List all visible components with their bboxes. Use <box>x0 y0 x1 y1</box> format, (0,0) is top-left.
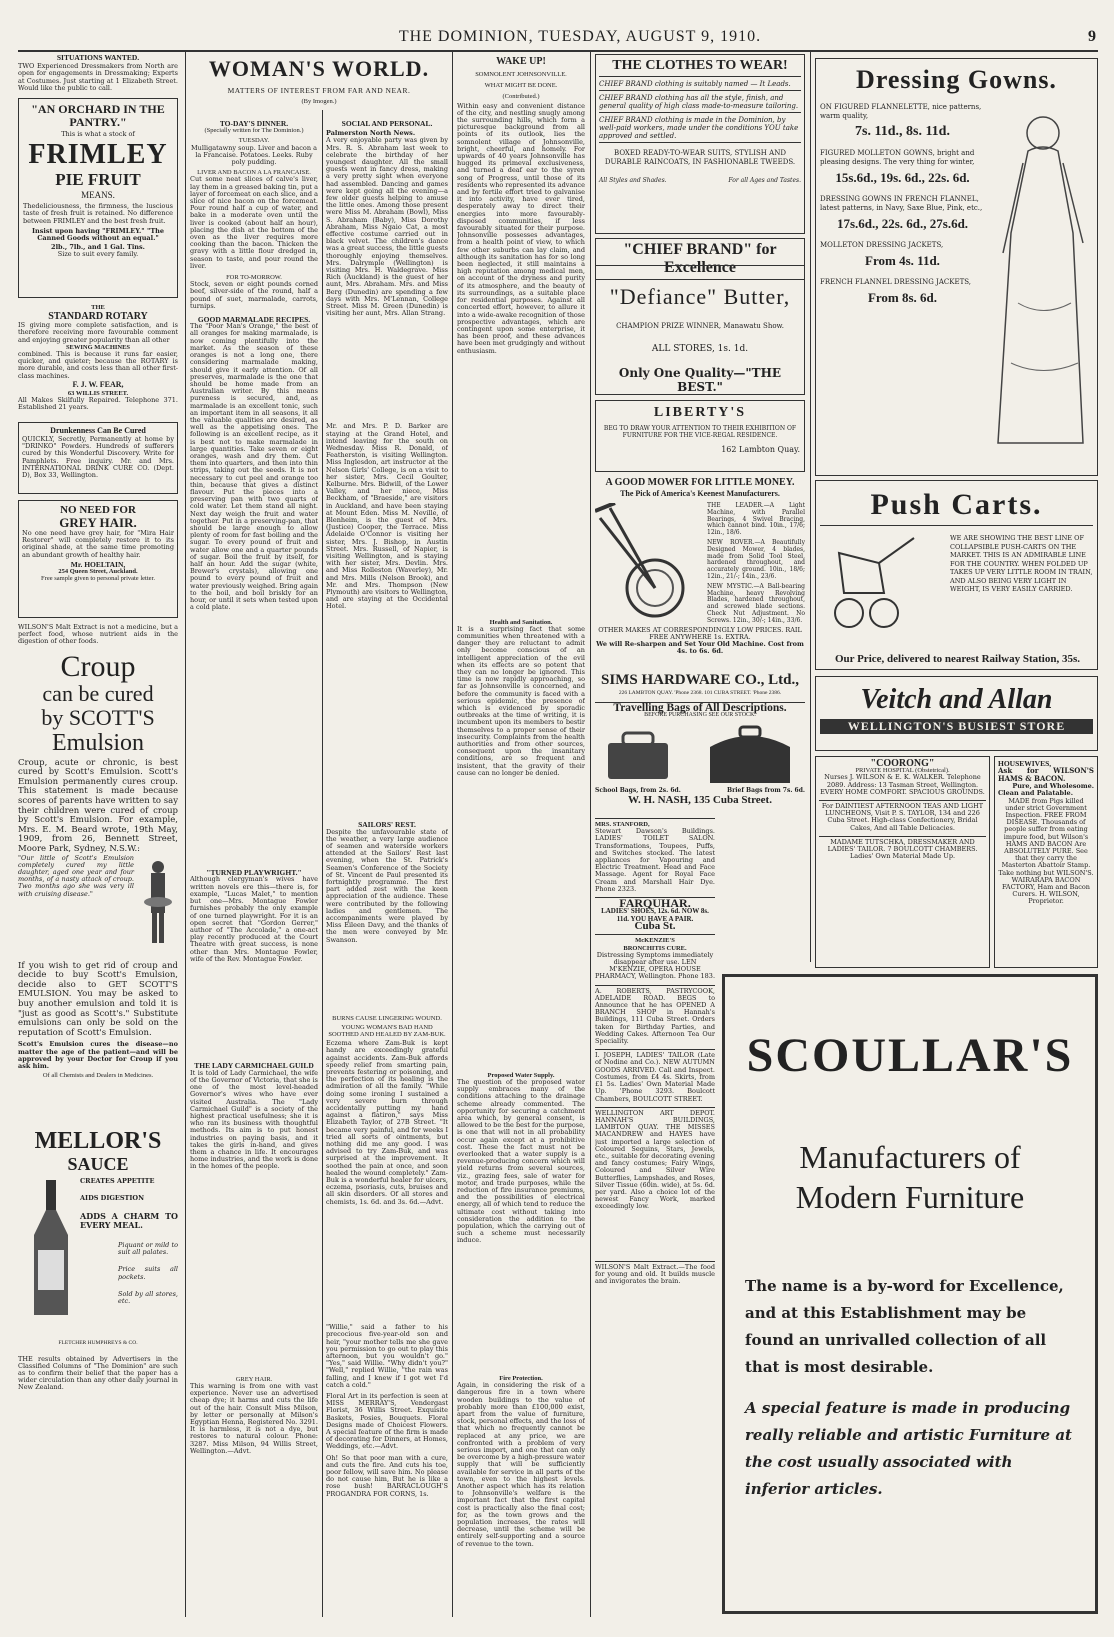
page-number: 9 <box>1088 28 1096 45</box>
willie-text: "Willie," said a father to his precocious five-year-old son and heir, "your mother tells me she gave you permission to go out to play this afternoon, but you wouldn't go." "Yes," said Willie. "Why didn't you?" "Well," replied Willie, "the rain was falling, and I knew if I got wet I'd catch a cold." <box>326 1323 448 1389</box>
housewives-left: Clean and Palatable. <box>998 789 1073 798</box>
frimley-quote: "AN ORCHARD IN THE PANTRY." <box>31 102 165 130</box>
sauce-bottle-illustration <box>26 1180 76 1320</box>
frimley-ad <box>18 98 178 298</box>
womans-world-subtitle: MATTERS OF INTEREST FROM FAR AND NEAR. <box>227 86 411 95</box>
coorong-text: Nurses J. WILSON & E. K. WALKER. Telephone 2089. Address: 13 Tasman Street, Wellington. EVERY HOME COMFORT. SPACIOUS GROUNDS. <box>820 773 985 796</box>
farquhar-address: Cuba St. <box>634 920 676 933</box>
bags-heading: Travelling Bags of All Descriptions. <box>613 702 787 714</box>
menu-text: Mulligatawny soup. Liver and bacon a la Francaise. Potatoes. Leeks. Ruby poly pudding. <box>191 143 317 167</box>
contributed-label: (Contributed.) <box>502 93 540 101</box>
wake-sub-2: WHAT MIGHT BE DONE. <box>484 82 558 90</box>
greyhair-heading-1: NO NEED FOR <box>60 504 136 517</box>
tomorrow-text: Stock, seven or eight pounds corned beef, silver-side of the round, half a pound of suet, marmalade, carrots, turnips. <box>190 280 318 310</box>
column-rule <box>452 52 453 1617</box>
frimley-insist: Insist upon having "FRIMLEY." "The Canned Goods without an equal." <box>31 226 165 243</box>
bags-right: Brief Bags from 7s. 6d. <box>727 787 805 794</box>
scotts-footer: Scott's Emulsion cures the disease—no matter the age of the patient—and will be approved by your Doctor for Croup if you ask him. <box>18 1040 178 1070</box>
tomorrow-heading: FOR TO-MORROW. <box>226 274 282 282</box>
coorong-sub: PRIVATE HOSPITAL (Obstetrical). <box>855 767 950 775</box>
french-jackets-text: FRENCH FLANNEL DRESSING JACKETS, <box>820 278 972 286</box>
woman-in-gown-illustration <box>983 103 1093 463</box>
womans-world-title: WOMAN'S WORLD. <box>208 56 430 81</box>
playwright-text: Although clergyman's wives have written novels ere this—there is, for example, "Lucas Malet," to mention but one—Mrs. Montague Fowler furnishes probably the only example of one turned playwright. For it is an open secret that "Gordon Gerrer," author of "The Accolade," a one-act play recently produced at the Court Theatre with great success, is none other than Mrs. Montague Fowler, wife of the Rev. Montague Fowler. <box>190 876 318 963</box>
nash-name: W. H. NASH, 135 Cuba Street. <box>628 794 772 806</box>
greyhair-footer: Free sample given to personal private letter. <box>41 575 155 583</box>
coorong-name: "COORONG" <box>870 758 935 769</box>
farquhar-name: FARQUHAR. <box>595 897 715 907</box>
marmalade-heading: GOOD MARMALADE RECIPES. <box>197 315 311 325</box>
fire-text: Again, in considering the risk of a dangerous fire in a town where wooden buildings to the value of probably more than £100,000 exist, apart from the value of furniture, stock, personal effects, and the loss of that which no frequently cannot be replaced at any price, we are confronted with a problem of very serious import, and one that can only be overcome by a high-pressure water supply that will be sufficiently available for service in all parts of the town, even to the highest levels. Another aspect which has its relation to Johnsonville's welfare is the important fact that the first capital cost is practically also the final cost; for, as the town grows and the population increases, the rates will decrease, until the scheme will be entirely self-supporting and a source of revenue to the town. <box>457 1381 585 1548</box>
mellors-side: Piquant or mild to suit all palates. <box>118 1241 178 1257</box>
malt-text: WILSON'S Malt Extract is not a medicine, but a perfect food, whose nutrient aids in the digestion of other foods. <box>18 623 178 646</box>
dressing-heading: Dressing Gowns. <box>856 65 1057 94</box>
mckenzie-sub: BRONCHITIS CURE. <box>623 944 687 952</box>
social-heading: SOCIAL AND PERSONAL. <box>341 119 433 128</box>
womans-world-byline: (By Imogen.) <box>301 98 337 105</box>
clothes-line-4: BOXED READY-TO-WEAR SUITS, STYLISH AND DURABLE RAINCOATS, IN FASHIONABLE TWEEDS. <box>604 149 796 166</box>
situations-heading: SITUATIONS WANTED. <box>56 54 140 62</box>
dressing-gowns-ad <box>815 58 1098 476</box>
defiance-stores: ALL STORES, 1s. 1d. <box>651 344 749 354</box>
scoullar-text-2: A special feature is made in producing really reliable and artistic Furniture at the cost usually associated with inferior articles. <box>745 1399 1072 1498</box>
coorong-block <box>815 756 990 968</box>
rotary-body2: combined. This is because it runs far easier, quicker, and quieter; because the ROTARY is more durable, and costs less than all other first-class machines. <box>18 350 178 380</box>
pushcarts-price: Our Price, delivered to nearest Railway Station, 35s. <box>834 653 1081 665</box>
defiance-butter-ad <box>595 265 805 395</box>
greyhair-body: No one need have grey hair, for "Mira Hair Restorer" will completely restore it to its original shade, at the same time promoting an abundant growth of healthy hair. <box>22 529 174 559</box>
veitch-sub: WELLINGTON'S BUSIEST STORE <box>820 719 1093 734</box>
wake-text: Within easy and convenient distance of the city, and nestling snugly among the surrounding hills, which form a picturesque background from all points of its outlook, lies the somnolent village of Johnsonville, bright, cheerful, and homely. For upwards of 40 years Johnsonville has hugged its primeval exclusiveness, and turned a deaf ear to the syren song of Progress, until those of its residents who represented its advance and by fertile effort tried to galvanise it into activity, have ever tired, desperately away to direct their energies into more favourably-disposed communities, if less favourably situated for their purpose. Johnsonville possesses advantages, from a health point of view, to which few other suburbs can lay claim, and although its sanitation has for so long been neglected, it still maintains a high reputation among medical men, on account of the dryness and purity of its atmosphere, and the beauty of its surroundings, as a suitable place for residential purposes. Against all concerted effort, however, to allure it into a wide-awake recognition of those prospective advantages, which are contingent upon some enterprise, it has been proof, and these advances have been met grudgingly and without enthusiasm. <box>457 102 585 355</box>
wake-heading: WAKE UP! <box>496 56 546 67</box>
frimley-body: Thedeliciousness, the firmness, the luscious taste of fresh fruit is retained. No difference between FRIMLEY and the best fresh fruit. <box>23 202 173 225</box>
mower-1: THE LEADER.—A Light Machine, with Parallel Bearings, 4 Swivel Bracing, which cannot bind. 10in., 17/6; 12in., 18/6. <box>707 502 805 537</box>
lawn-mower-illustration <box>595 503 705 623</box>
greyhair-address: 254 Queen Street, Auckland. <box>58 568 138 576</box>
rotary-sub: SEWING MACHINES <box>65 343 131 351</box>
masthead-title: THE DOMINION, TUESDAY, AUGUST 9, 1910. <box>398 28 762 45</box>
liver-heading: LIVER AND BACON A LA FRANCAISE. <box>197 169 311 177</box>
water-heading: Proposed Water Supply. <box>487 1071 555 1079</box>
mellors-line-1: CREATES APPETITE <box>80 1176 155 1185</box>
sims-name: SIMS HARDWARE CO., Ltd., <box>601 672 799 688</box>
burns-heading: BURNS CAUSE LINGERING WOUND. <box>332 1014 442 1022</box>
jackets-text: MOLLETON DRESSING JACKETS, <box>820 241 944 249</box>
mower-other: OTHER MAKES AT CORRESPONDINGLY LOW PRICES. RAIL FREE ANYWHERE 1s. EXTRA. <box>598 625 802 641</box>
advertisers-text: THE results obtained by Advertisers in the Classified Columns of "The Dominion" are such as to confirm their belief that the paper has a wider circulation than any other daily journal in New Zealand. <box>18 1354 178 1392</box>
scotts-line-4: Emulsion <box>51 729 144 756</box>
scoullar-sub-2: Modern Furniture <box>795 1179 1025 1215</box>
drunkenness-heading: Drunkenness Can Be Cured <box>50 426 146 436</box>
dinner-byline: (Specially written for The Dominion.) <box>204 127 304 135</box>
clothes-right: For all Ages and Tastes. <box>728 177 801 184</box>
situations-text: TWO Experienced Dressmakers from North are open for engagements in Dressmaking; Experts at Costumes. Just starting at 1 Elizabeth Street. Would like the public to call. <box>18 62 178 92</box>
french-text: DRESSING GOWNS IN FRENCH FLANNEL, latest patterns, in Navy, Saxe Blue, Pink, etc., <box>820 195 983 212</box>
veitch-name: Veitch and Allan <box>860 684 1053 715</box>
clothes-heading: THE CLOTHES TO WEAR! <box>599 58 801 77</box>
column-4-lower <box>595 818 715 1618</box>
molleton-text: FIGURED MOLLETON GOWNS, bright and pleasing designs. The very thing for winter, <box>820 149 975 166</box>
push-cart-illustration <box>824 533 924 633</box>
french-jackets-price: From 8s. 6d. <box>867 290 938 305</box>
masthead-rule <box>18 50 1098 52</box>
mellors-sold: Sold by all stores, etc. <box>118 1289 178 1306</box>
greyhair-ad <box>18 500 178 618</box>
scoullar-sub-1: Manufacturers of <box>799 1139 1021 1175</box>
defiance-prize: CHAMPION PRIZE WINNER, Manawatu Show. <box>616 322 784 330</box>
frimley-brand: FRIMLEY <box>28 139 168 171</box>
wake-sub: SOMNOLENT JOHNSONVILLE. <box>475 71 567 78</box>
drunkenness-ad <box>18 422 178 494</box>
column-2b <box>326 110 448 1617</box>
scotts-body: Croup, acute or chronic, is best cured by Scott's Emulsion. Scott's Emulsion permanently cures croup. This statement is made because scores of parents have written to say their children were cured of croup by Scott's Emulsion. For example, Mrs. E. M. Beard wrote, 19th May, 1909, from 26, Bennett Street, Moore Park, Sydney, N.S.W.: <box>18 757 178 854</box>
art-depot-text: WELLINGTON ART DEPOT. HANNAH'S BUILDINGS, LAMBTON QUAY. THE MISSES MACANDREW and HAYES have just imported a large selection of Coloured Sequins, Stars, Jewels, etc., suitable for decorating evening and fancy costumes; Fairy Wings, Coloured and Silver Wire Butterflies, Lampshades, and Roses, Silver Tissue (60in. wide), at 5s. 6d. per yard. Also a choice lot of the newest Fancy Work, marked exceedingly low. <box>595 1107 715 1257</box>
water-text: The question of the proposed water supply embraces many of the conditions attaching to the drainage scheme already commented. The opportunity for securing a catchment area which, by general consent, is allowed to be the best for the purpose, is one that will not in all probability occur again except at a prohibitive cost. These the fact must not be overlooked that a water supply is a revenue-producing concern which will yield returns from several sources, viz., grazing fees, sale of water for motor, and trade purposes, while the reduction of fire insurance premiums, and the possibilities of electrical energy, all of which tend to reduce the ultimate cost without taking into consideration the addition to the population, which the carrying out of such a scheme must necessarily induce. <box>457 1079 585 1245</box>
housewives-block <box>994 756 1098 968</box>
flannelette-price: 7s. 11d., 8s. 11d. <box>855 124 950 139</box>
housewives-text: MADE from Pigs killed under strict Government Inspection. FREE FROM DISEASE. Thousands of people suffer from eating impure food, but Wilson's HAMS AND BACON Are ABSOLUTELY PURE. See that they carry the Masterton Abattoir Stamp. Take nothing but WILSON'S. WAIRARAPA BACON FACTORY, Ham and Bacon Curers. H. WILSON, Proprietor. <box>998 796 1094 906</box>
frimley-prices: 2lb., 7lb., and 1 Gal. Tins. <box>51 243 145 252</box>
fire-heading: Fire Protection. <box>499 1375 543 1383</box>
marmalade-text: The "Poor Man's Orange," the best of all oranges for making marmalade, is now coming plentifully into the market. As the season of these oranges is not a long one, there considering marmalade making, should give it early attention. Of all preserves, marmalade is the one that should be home made from an Australian writer. By this means pureness is secured, and, as marmalade is an excellent tonic, such an important item in all seasons, it all the valuable qualities are desired, as well as the appetising ones. The following is an excellent recipe, as it is best not to make marmalade in large quantities. Take seven or eight oranges, wash and dry them. Cut them into quarters, and then into thin strips, taking out the seeds. It is not necessary to cut peel and orange too thin, because that gives a distinct flavour. Put the pieces into a preserving pan with two quarts of cold water. Let them stand all night. Next day weigh the fruit and water together. Put in a preserving-pan, that should be large enough to allow plenty of room for fast boiling and the sugar. To every pound of fruit and water allow one and a quarter pounds of sugar. Boil the fruit by itself, for half an hour. Add the sugar (white, Brewer's crystals), allowing one pound to every pound of fruit and water previously weighed. Bring again to the boil, and boil briskly for an hour, or until it sets when tested upon a cold plate. <box>190 323 318 612</box>
dinner-heading: TO-DAY'S DINNER. <box>219 119 289 128</box>
sailors-heading: SAILORS' REST. <box>358 820 416 830</box>
scotts-line-3: by SCOTT'S <box>41 704 155 730</box>
defiance-quality: Only One Quality—"THE BEST." <box>618 366 782 394</box>
rotary-heading: STANDARD ROTARY <box>48 311 148 323</box>
floral-text: Floral Art in its perfection is seen at MISS MERRAY'S, Vendergast Florist, 36 Willis Street. Exquisite Baskets, Posies, Bouquets. Floral Designs made of Choicest Flowers. A special feature of the firm is made of decorating for Dinners, at Homes, Weddings, etc.—Advt. <box>326 1392 448 1451</box>
drunkenness-body: QUICKLY, Secretly, Permanently at home by "DRINKO" Powders. Hundreds of sufferers cured by this Wonderful Discovery. Write for Pamphlets. Free inquiry. Mr. and Mrs. INTERNATIONAL DRINK CURE CO. (Dept. D), Box 33, Wellington. <box>22 435 174 480</box>
burns-sub: YOUNG WOMAN'S BAD HAND SOOTHED AND HEALED BY ZAM-BUK. <box>328 1023 446 1039</box>
jackets-price: From 4s. 11d. <box>865 253 940 268</box>
stanford-heading: MRS. STANFORD, <box>595 821 650 828</box>
liberty-name: LIBERTY'S <box>653 405 747 420</box>
mckenzie-text: Distressing Symptoms immediately disappear after use. LEN M'KENZIE, OPERA HOUSE PHARMACY, Wellington. Phone 183. <box>595 950 715 981</box>
palmerston-heading: Palmerston North News. <box>326 129 416 138</box>
mower-3: NEW MYSTIC.—A Ball-bearing Machine, heavy Revolving Blades, hardened throughout, and screwed blade sections. Check Nut Adjustment. No Screws. 12in., 30/-; 14in., 33/6. <box>707 582 805 624</box>
tutschka-text: MADAME TUTSCHKA, DRESSMAKER AND LADIES' TAILOR. 7 BOULCOTT CHAMBERS. Ladies' Own Material Made Up. <box>819 836 986 861</box>
rotary-address: 63 WILLIS STREET. <box>67 389 129 397</box>
mower-ad <box>595 477 805 672</box>
health-text: It is a surprising fact that some communities when threatened with a danger they are reluctant to admit only become conscious of an intelligent appreciation of the evil when its effects are so potent that they can no longer be ignored. This time is now rapidly approaching, so far as Johnsonville is concerned, and before the community is faced with a serious epidemic, the presence of which is evidenced by sporadic outbreaks at the time of writing, it is incumbent upon its members to bestir themselves to a proper sense of their insecurity. Complaints from the health authorities and from other sources, consequent upon the insanitary conditions, are so frequent and insistent, that the gravity of their cause can no longer be denied. <box>457 625 585 777</box>
social-text: A very enjoyable party was given by Mrs. R. S. Abraham last week to celebrate the birthday of her youngest daughter. All the small guests went in fancy dress, making a very pretty sight when everyone had assembled. Dancing and games were kept going all the evening—a few older guests helping to amuse the little ones. Among those present were Miss M. Abraham (Bowl), Miss S. Abraham (Baby), Miss Dorothy Abraham, Miss Ngaio Cat, a most effective costume carried out in black velvet. The children's dance was a great success, the little guests thoroughly enjoying themselves. Mrs. Dalrymple (Wellington) is visiting Mrs. H. Waldegrave. Miss Rich (Auckland) is the guest of her aunt, Mrs. Abraham. Mrs. and Miss Berg (Dunedin) are spending a few days with Mrs. M'Lennan, College Street. Miss M. Green (Dunedin) is visiting her aunt, Mrs. Allan Strang. <box>326 137 448 318</box>
chief-brand-banner: "CHIEF BRAND" for Excellence <box>595 238 805 280</box>
travelling-bags-ad <box>595 702 805 814</box>
rotary-ad <box>18 304 178 416</box>
farquhar-sub: LADIES' SHOES, 12s. 6d. NOW 8s. 11d. YOU HAVE A PAIR. <box>601 907 709 924</box>
scotts-ad <box>18 652 178 1122</box>
guild-heading: THE LADY CARMICHAEL GUILD <box>194 1061 314 1071</box>
pushcarts-heading: Push Carts. <box>820 485 1093 526</box>
guild-text: It is told of Lady Carmichael, the wife of the Governor of Victoria, that she is one of the most level-headed Governor's wives who have ever visited Australia. The "Lady Carmichael Guild" is a society of the highest practical usefulness; she it is who ran its business with thoughtful methods. Its aim is to put honest industries on paying basis, and it takes the girls in-hand, and gives them a chance in life. It encourages home industries, and the work is done in the homes of the people. <box>190 1069 318 1171</box>
fisherman-with-fish-illustration <box>138 857 178 957</box>
mckenzie-heading: McKENZIE'S <box>595 934 715 944</box>
frimley-product: PIE FRUIT <box>55 170 141 190</box>
flannelette-text: ON FIGURED FLANNELETTE, nice patterns, warm quality, <box>820 103 982 120</box>
column-1 <box>18 54 178 1619</box>
rotary-telephone: All Makes Skilfully Repaired. Telephone 371. Established 21 years. <box>18 396 178 412</box>
mellors-maker: FLETCHER HUMPHREYS & CO. <box>58 1340 138 1347</box>
defiance-title: "Defiance" Butter, <box>609 284 791 309</box>
clothes-left: All Styles and Shades. <box>599 177 667 184</box>
mower-sub: The Pick of America's Keenest Manufacturers. <box>620 489 780 498</box>
liver-text: Cut some neat slices of calve's liver, lay them in a greased baking tin, put a layer of forcemeat on each slice, and a slice of nice bacon on the forcemeat. Pour round half a cup of water, and bake in a moderate oven until the liver is cooked (about half an hour), placing the dish at the bottom of the oven as the liver requires more cooking than the bacon. Thicken the gravy with a little flour dredged in, season to taste, and pour round the liver. <box>190 175 318 270</box>
column-rule <box>590 52 591 1617</box>
school-bag-illustration <box>603 731 673 781</box>
housewives-heading: HOUSEWIVES, <box>998 759 1052 768</box>
mellors-line-3: ADDS A CHARM TO EVERY MEAL. <box>80 1211 178 1231</box>
rotary-name: F. J. W. FEAR, <box>72 379 124 389</box>
french-price: 17s.6d., 22s. 6d., 27s.6d. <box>836 216 969 231</box>
chief-brand-ad <box>595 54 805 234</box>
sims-address: 226 LAMBTON QUAY. 'Phone 2368. 101 CUBA STREET. 'Phone 2386. <box>618 690 782 696</box>
joseph-text: I. JOSEPH, LADIES' TAILOR (Late of Nodine and Co.). NEW AUTUMN GOODS ARRIVED. Call and Inspect. Costumes, from £4 4s. Skirts, from £1 5s. Ladies' Own Material Made Up. 'Phone 3293. Boulcott Chambers, BOULCOTT STREET. <box>595 1051 715 1103</box>
masthead <box>0 28 1114 48</box>
bags-sub: BEFORE PURCHASING SEE OUR STOCK. <box>644 712 756 719</box>
housewives-sub: Ask for WILSON'S HAMS & BACON. <box>998 766 1094 784</box>
column-rule <box>322 110 323 1617</box>
malt-text-2: WILSON'S Malt Extract.—The food for young and old. It builds muscle and invigorates the brain. <box>595 1262 715 1286</box>
mower-heading: A GOOD MOWER FOR LITTLE MONEY. <box>605 477 795 488</box>
greyhair-news-heading: GREY HAIR. <box>235 1375 273 1383</box>
rotary-body: IS giving more complete satisfaction, and is therefore receiving more favourable comment and enjoying greater popularity than all other <box>18 321 178 344</box>
liberty-ad <box>595 400 805 472</box>
sailors-text: Despite the unfavourable state of the weather, a very large audience of seamen and waterside workers attended at the Sailors' Rest last evening, when the St. Patrick's Seamen's Conference of the Society of St. Vincent de Paul presented its fortnightly programme. The first part added zest with the keen appreciation of the audience. These were contributed by the following ladies and gentlemen. The accompaniments were played by Miss Eileen Davy, and the thanks of the men were conveyed by Mr. Swanson. <box>326 828 448 944</box>
scotts-line-1: Croup <box>60 651 136 683</box>
clothes-line-1: CHIEF BRAND clothing is suitably named — It Leads. <box>599 80 801 91</box>
liberty-text: BEG TO DRAW YOUR ATTENTION TO THEIR EXHIBITION OF FURNITURE FOR THE VICE-REGAL RESIDENCE. <box>603 425 797 439</box>
mellors-price: Price suits all pockets. <box>118 1265 178 1281</box>
playwright-heading: "TURNED PLAYWRIGHT." <box>206 868 302 878</box>
scotts-line-2: can be cured <box>42 680 154 706</box>
tuesday-label: TUESDAY. <box>238 137 270 145</box>
greyhair-name: Mr. HOELTAIN, <box>70 559 126 569</box>
mower-recharge: We will Re-sharpen and Set Your Old Machine. Cost from 4s. to 6s. 6d. <box>596 639 804 656</box>
burns-text: Eczema where Zam-Buk is kept handy are exceedingly grateful against accidents. Zam-Buk affords speedy relief from smarting pain, prevents festering or poisoning, and the perfection of its healing is the admiration of all the family. "While doing some ironing I sustained a very severe burn through accidentally putting my hand against a flatiron," says Miss Elizabeth Taylor, of 27B Street. "It became very painful, and for weeks I tried all sorts of ointments, but nothing did me any good. I was advised to try Zam-Buk, and was surprised at the improvement. It soothed the pain at once, and soon healed the wound completely." Zam-Buk is a wonderful healer for ulcers, eczema, psoriasis, cuts, bruises and all skin disorders. Of all stores and chemists, 1s. 6d. and 3s. 6d.—Advt. <box>326 1040 448 1206</box>
stanford-text: Stewart Dawson's Buildings. LADIES' TOILET SALON. Transformations, Toupees, Puffs, and Switches stocked. The latest appliances for Vapouring and Electric Treatment. Head and Face Massage. Agent for Royal Face Cream and Marshall Hair Dye. Phone 2323. <box>595 827 715 893</box>
veitch-allan-banner <box>815 676 1098 751</box>
rotary-the: THE <box>91 304 105 312</box>
scotts-quote: "Our little of Scott's Emulsion completely cured my little daughter, aged one year and four months, of a nasty attack of croup. Two months ago she was very ill with cruising disease." <box>18 854 134 898</box>
social-text-2: Mr. and Mrs. P. D. Barker are staying at the Grand Hotel, and intend leaving for the south on Wednesday. Miss R. Donald, of Featherston, is visiting Wellington. Miss Inglesdon, art instructor at the Nelson Girls' College, is on a visit to her sister, Mrs. Cecil Goulter, Kelburne. Mrs. Bidwill, of the Lower Valley, and her niece, Miss Beckham, of "Braeside," are visitors in Auckland, and have been staying at Mount Eden. Miss M. Neville, of Blenheim, is the guest of Mrs. (Justice) Cooper, the Terrace. Miss Adelaide O'Connor is visiting her sister, Mrs. J. Bishop, in Austin Street. Mrs. Russell, of Napier, is visiting Wellington, and is staying with her sister, Mrs. Devlin. Mrs. and Miss Rolleston (Waverley), Mr. and Mrs. Mills (Nelson Brook), and Mr. and Mrs. Thompson (New Plymouth) are visitors to Wellington, and are staying at the Occidental Hotel. <box>326 423 448 611</box>
column-2a <box>190 110 318 1617</box>
dainty-text: For DAINTIEST AFTERNOON TEAS AND LIGHT LUNCHEONS, Visit P. S. TAYLOR, 134 and 226 Cuba Street. High-class Confectionery, Bridal Cakes, And all Table Delicacies. <box>819 800 986 832</box>
scoullar-ad <box>722 974 1098 1614</box>
scoullar-name: SCOULLAR'S <box>746 1029 1074 1082</box>
mellors-product: SAUCE <box>67 1153 129 1174</box>
scotts-chemists: Of all Chemists and Dealers in Medicines. <box>42 1072 154 1080</box>
column-rule <box>810 52 811 962</box>
molleton-price: 15s.6d., 19s. 6d., 22s. 6d. <box>835 170 970 185</box>
push-carts-ad <box>815 480 1098 670</box>
housewives-side: Pure, and Wholesome. <box>1012 782 1094 791</box>
mellors-ad <box>18 1128 178 1350</box>
mellors-line-2: AIDS DIGESTION <box>80 1193 145 1202</box>
brief-bag-illustration <box>705 725 795 785</box>
frimley-this-is: This is what a stock of <box>61 130 135 139</box>
frimley-means: MEANS. <box>81 190 115 201</box>
column-3 <box>457 56 585 1617</box>
roberts-text: A. ROBERTS, PASTRYCOOK, ADELAIDE ROAD. BEGS to Announce that he has OPENED A BRANCH SHOP in Hannah's Buildings, 111 Cuba Street. Orders taken for Birthday Parties, and Wedding Cakes. Afternoon Tea Our Speciality. <box>595 986 715 1046</box>
column-rule <box>185 52 186 1617</box>
health-heading: Health and Sanitation. <box>489 618 553 626</box>
clothes-line-2: CHIEF BRAND clothing has all the style, finish, and general quality of high class made-to-measure tailoring. <box>599 94 801 113</box>
scoullar-text-1: The name is a by-word for Excellence, and at this Establishment may be found an unrivalled collection of all that is most desirable. <box>745 1277 1064 1376</box>
mellors-brand: MELLOR'S <box>34 1127 162 1154</box>
frimley-sizes: Size to suit every family. <box>57 250 139 259</box>
clothes-line-3: CHIEF BRAND clothing is made in the Dominion, by well-paid workers, made under the conditions YOU take approved and settled. <box>599 116 801 143</box>
pushcarts-text: WE ARE SHOWING THE BEST LINE OF COLLAPSIBLE PUSH-CARTS ON THE MARKET. THIS IS AN ADMIRABLE LINE FOR THE COUNTRY. WHEN FOLDED UP TAKES UP VERY LITTLE ROOM IN TRAIN, AND ALSO BEING VERY LIGHT IN WEIGHT, IS VERY EASILY CARRIED. <box>950 534 1093 593</box>
mower-2: NEW ROVER.—A Beautifully Designed Mower, 4 blades, made from Solid Tool Steel, hardened throughout, and accurately ground. 10in., 18/6; 12in., 21/-; 14in., 23/6. <box>707 538 805 580</box>
greyhair-news-text: This warning is from one with vast experience. Never use an advertised cheap dye; it harms and cuts the life out of the hair. Consult Miss Milson, by letter or personally at Milson's Egyptian Henna, Registered No. 3291. It is harmless, it is not a dye, but restores to natural colour. Phone: 3287. Miss Milson, 94 Willis Street, Wellington.—Advt. <box>190 1381 318 1455</box>
greyhair-heading-2: GREY HAIR. <box>59 515 137 531</box>
oh-text: Oh! So that poor man with a cure, and cuts the fire. And cuts his toe, poor fellow, will save him. No please do not cause him, But he is like a rose bush! BARRACLOUGH'S PROGANDRA FOR CORNS, 1s. <box>326 1453 448 1498</box>
bags-left: School Bags, from 2s. 6d. <box>595 787 681 794</box>
liberty-address: 162 Lambton Quay. <box>721 445 800 454</box>
scotts-body-2: If you wish to get rid of croup and decide to buy Scott's Emulsion, decide also to GET SCOTT'S EMULSION. You may be asked to buy another emulsion and told it is "just as good as Scott's." Substitute emulsions can only be sold on the reputation of Scott's Emulsion. <box>18 960 178 1038</box>
